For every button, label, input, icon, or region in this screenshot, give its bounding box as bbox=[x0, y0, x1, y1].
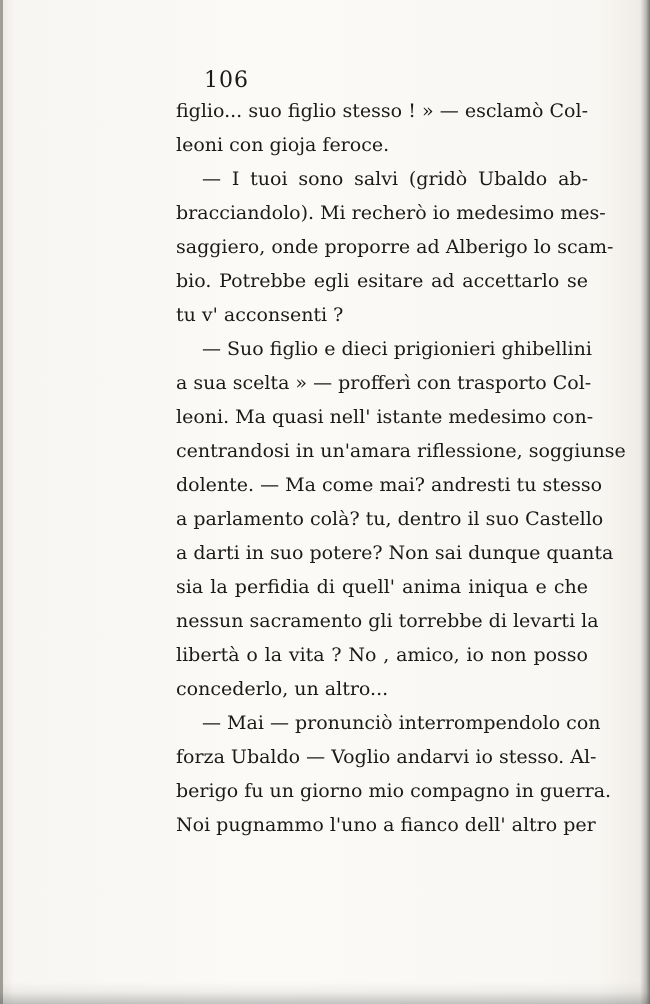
text-line: sia la perfidia di quell' anima iniqua e che bbox=[176, 576, 588, 598]
text-line: — Mai — pronunciò interrompendolo con bbox=[202, 712, 601, 734]
page-left-edge bbox=[0, 0, 3, 1004]
text-line: dolente. — Ma come mai? andresti tu stesso bbox=[176, 474, 603, 496]
text-line: bio. Potrebbe egli esitare ad accettarlo se bbox=[176, 270, 588, 292]
page-bottom-smudge bbox=[0, 982, 650, 1004]
text-line: a parlamento colà? tu, dentro il suo Castello bbox=[176, 508, 604, 530]
page-number: 106 bbox=[204, 68, 249, 93]
text-line: tu v' acconsenti ? bbox=[176, 304, 344, 326]
text-line: libertà o la vita ? No , amico, io non posso bbox=[176, 644, 588, 666]
body-text bbox=[176, 94, 626, 842]
text-line: a sua scelta » — profferì con trasporto Col- bbox=[176, 372, 592, 394]
text-line: berigo fu un giorno mio compagno in guerra. bbox=[176, 780, 612, 802]
text-line: Noi pugnammo l'uno a fianco dell' altro per bbox=[176, 814, 596, 836]
text-line: figlio... suo figlio stesso ! » — esclamò Col- bbox=[176, 100, 588, 122]
text-line: centrandosi in un'amara riflessione, soggiunse bbox=[176, 440, 626, 462]
text-line: saggiero, onde proporre ad Alberigo lo scam- bbox=[176, 236, 614, 258]
text-line: nessun sacramento gli torrebbe di levarti la bbox=[176, 610, 599, 632]
text-line: — I tuoi sono salvi (gridò Ubaldo ab- bbox=[202, 168, 588, 190]
text-line: leoni con gioja feroce. bbox=[176, 134, 390, 156]
text-line: concederlo, un altro... bbox=[176, 678, 389, 700]
text-line: bracciandolo). Mi recherò io medesimo mes- bbox=[176, 202, 606, 224]
text-line: leoni. Ma quasi nell' istante medesimo con- bbox=[176, 406, 594, 428]
text-line: forza Ubaldo — Voglio andarvi io stesso. Al- bbox=[176, 746, 597, 768]
text-line: — Suo figlio e dieci prigionieri ghibellini bbox=[202, 338, 592, 360]
page-right-edge-shadow bbox=[640, 0, 650, 1004]
text-line: a darti in suo potere? Non sai dunque quanta bbox=[176, 542, 614, 564]
